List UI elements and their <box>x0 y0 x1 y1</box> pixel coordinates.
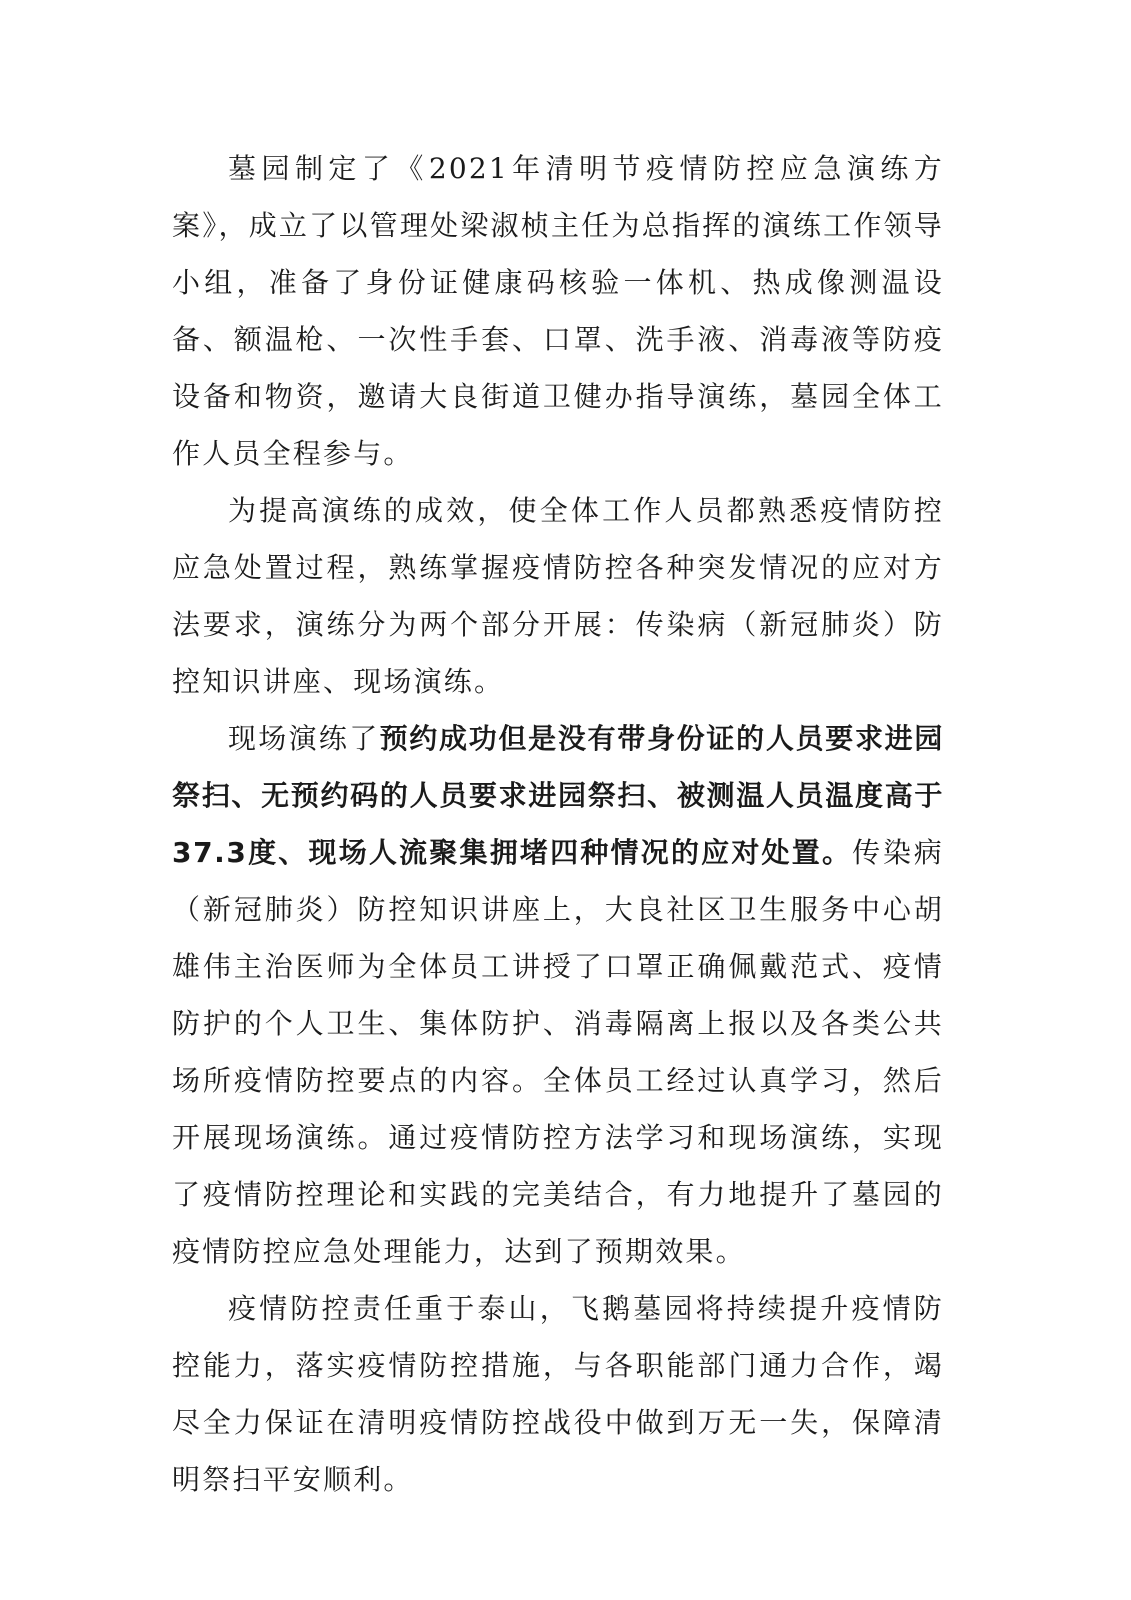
paragraph-plan-preparation: 墓园制定了《2021年清明节疫情防控应急演练方案》，成立了以管理处梁淑桢主任为总指挥的演练工作领导小组，准备了身份证健康码核验一体机、热成像测温设备、额温枪、一次性手套、口罩、洗手液、消毒液等防疫设备和物资，邀请大良街道卫健办指导演练，墓园全体工作人员全程参与。 <box>172 152 944 470</box>
paragraph-bold-scenarios: 预约成功但是没有带身份证的人员要求进园祭扫、无预约码的人员要求进园祭扫、被测温人员温度高于37.3度、现场人流聚集拥堵四种情况的应对处置。 <box>172 722 944 869</box>
paragraph-drill-content <box>172 710 944 1280</box>
document-body <box>172 140 944 1508</box>
paragraph-conclusion: 疫情防控责任重于泰山，飞鹅墓园将持续提升疫情防控能力，落实疫情防控措施，与各职能部门通力合作，竭尽全力保证在清明疫情防控战役中做到万无一失，保障清明祭扫平安顺利。 <box>172 1292 944 1496</box>
paragraph-rest-text: 传染病（新冠肺炎）防控知识讲座上，大良社区卫生服务中心胡雄伟主治医师为全体员工讲授了口罩正确佩戴范式、疫情防护的个人卫生、集体防护、消毒隔离上报以及各类公共场所疫情防控要点的内容。全体员工经过认真学习，然后开展现场演练。通过疫情防控方法学习和现场演练，实现了疫情防控理论和实践的完美结合，有力地提升了墓园的疫情防控应急处理能力，达到了预期效果。 <box>172 836 944 1268</box>
paragraph-lead-text: 现场演练了 <box>228 722 380 755</box>
paragraph-drill-structure: 为提高演练的成效，使全体工作人员都熟悉疫情防控应急处置过程，熟练掌握疫情防控各种突发情况的应对方法要求，演练分为两个部分开展：传染病（新冠肺炎）防控知识讲座、现场演练。 <box>172 494 944 698</box>
